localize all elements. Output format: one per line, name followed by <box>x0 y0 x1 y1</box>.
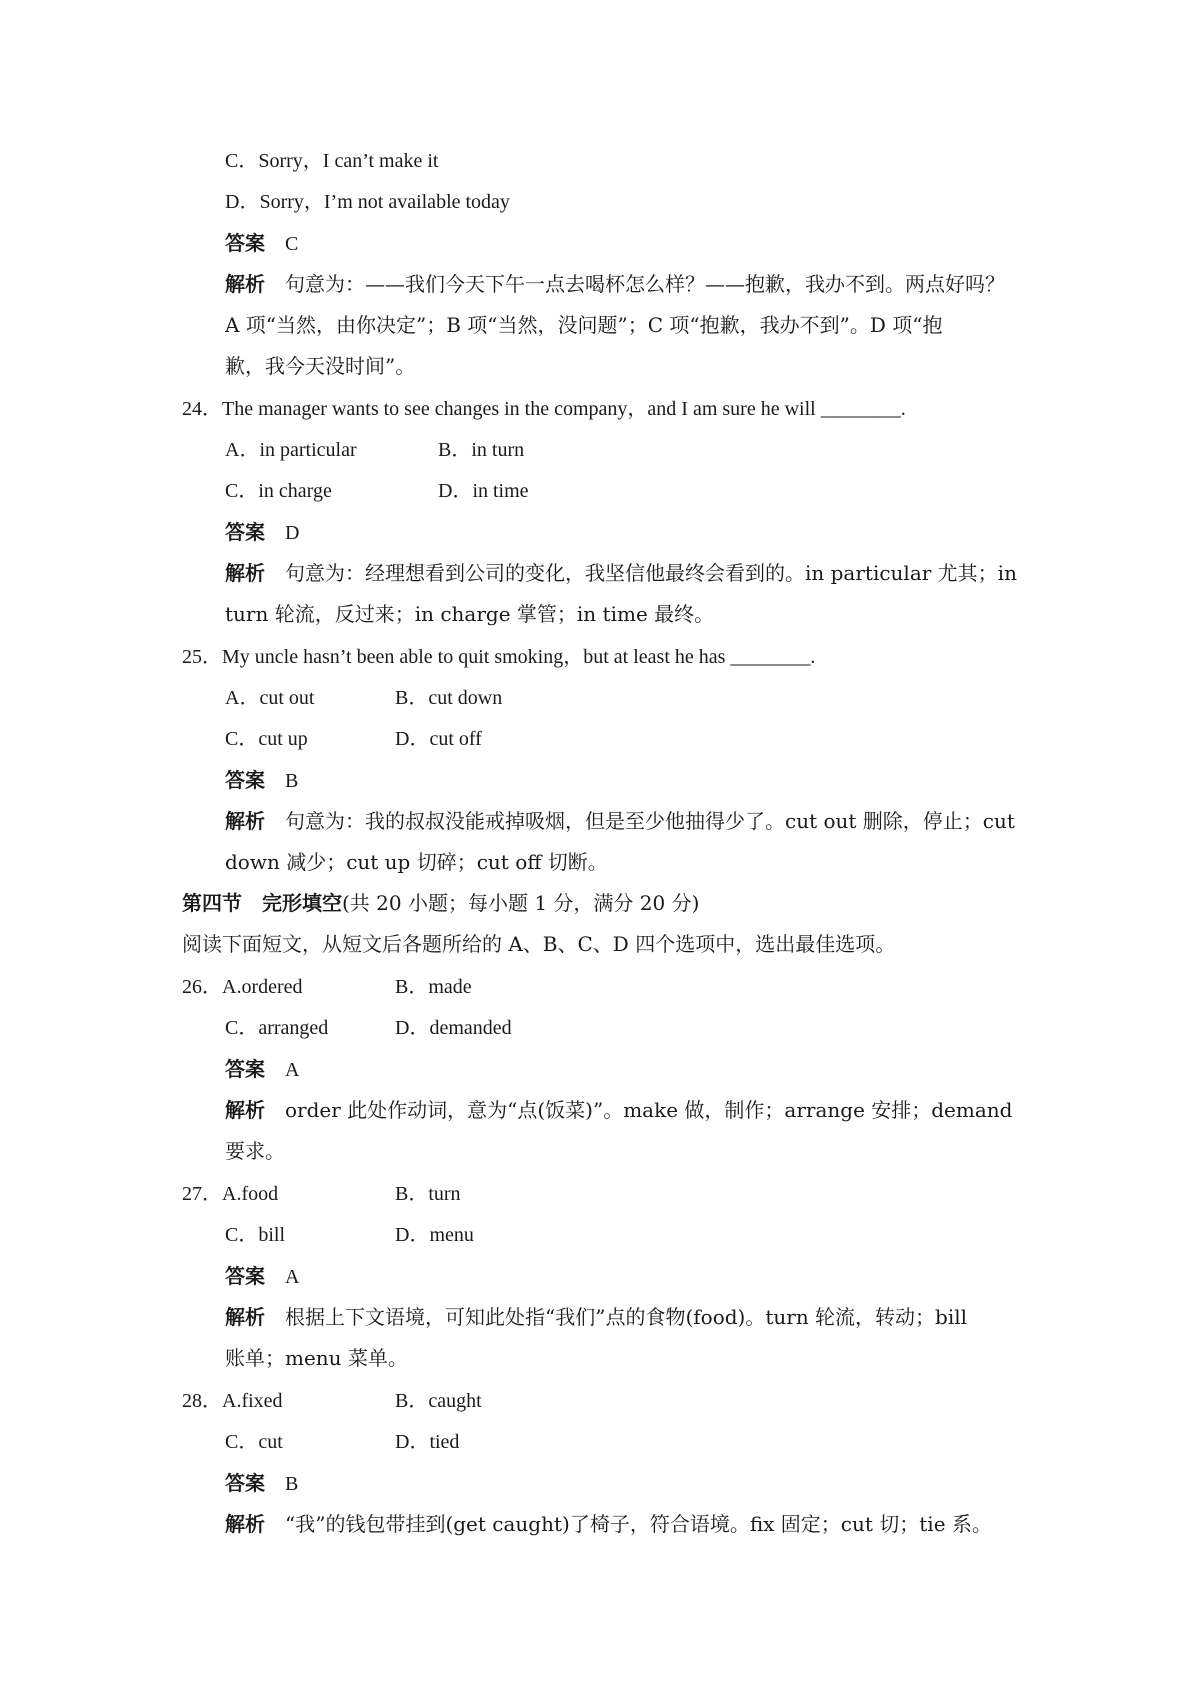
q28-option-d: D．tied <box>395 1431 460 1453</box>
q28-answer <box>225 1470 298 1497</box>
q26-answer <box>225 1056 299 1083</box>
section-title: 第四节 完形填空 <box>182 891 342 915</box>
q27-options-row-2 <box>225 1222 474 1248</box>
q24-answer <box>225 519 299 546</box>
analysis-text: 句意为：我的叔叔没能戒掉吸烟，但是至少他抽得少了。cut out 删除，停止；cut <box>285 809 1015 833</box>
q24-analysis-line-2: turn 轮流，反过来；in charge 掌管；in time 最终。 <box>225 602 715 626</box>
q26-option-a: 26．A.ordered <box>182 976 303 998</box>
analysis-label: 解析 <box>225 1098 265 1122</box>
analysis-text: 句意为：——我们今天下午一点去喝杯怎么样？——抱歉，我办不到。两点好吗？ <box>285 272 1005 296</box>
q28-option-b: B．caught <box>395 1390 482 1412</box>
q24-option-d: D．in time <box>438 480 529 502</box>
q26-option-b: B．made <box>395 976 472 998</box>
answer-label: 答案 <box>225 520 265 544</box>
q27-analysis-line-1 <box>225 1304 967 1330</box>
answer-label: 答案 <box>225 768 265 792</box>
section-instruction: 阅读下面短文，从短文后各题所给的 A、B、C、D 四个选项中，选出最佳选项。 <box>182 932 896 956</box>
q26-options-row-1 <box>182 974 472 1000</box>
section-title-detail: (共 20 小题；每小题 1 分，满分 20 分) <box>342 891 700 915</box>
answer-value: A <box>285 1266 300 1288</box>
q25-analysis-line-1 <box>225 808 1015 834</box>
q25-option-c: C．cut up <box>225 728 308 750</box>
q23-option-d: D．Sorry，I’m not available today <box>225 191 510 213</box>
q23-option-c: C．Sorry，I can’t make it <box>225 150 439 172</box>
analysis-label: 解析 <box>225 1305 265 1329</box>
q27-analysis-line-2: 账单；menu 菜单。 <box>225 1346 408 1370</box>
answer-label: 答案 <box>225 1471 265 1495</box>
q28-options-row-2 <box>225 1429 459 1455</box>
answer-label: 答案 <box>225 1264 265 1288</box>
q23-analysis-line-2: A 项“当然，由你决定”；B 项“当然，没问题”；C 项“抱歉，我办不到”。D 项“抱 <box>225 313 943 337</box>
section-heading <box>182 890 699 916</box>
q25-option-a: A．cut out <box>225 687 315 709</box>
q27-option-c: C．bill <box>225 1224 286 1246</box>
analysis-text: 句意为：经理想看到公司的变化，我坚信他最终会看到的。in particular 尤其；in <box>285 561 1017 585</box>
analysis-text: 根据上下文语境，可知此处指“我们”点的食物(food)。turn 轮流，转动；bill <box>285 1305 968 1329</box>
answer-label: 答案 <box>225 231 265 255</box>
q24-stem: 24．The manager wants to see changes in the company，and I am sure he will ________. <box>182 398 906 420</box>
q27-options-row-1 <box>182 1181 461 1207</box>
q27-answer <box>225 1263 299 1290</box>
q28-analysis-line-1 <box>225 1511 992 1537</box>
q26-option-d: D．demanded <box>395 1017 512 1039</box>
answer-value: D <box>285 522 300 544</box>
analysis-text: “我”的钱包带挂到(get caught)了椅子，符合语境。fix 固定；cut 切；tie 系。 <box>285 1512 992 1536</box>
q25-answer <box>225 767 298 794</box>
q25-options-row-1 <box>225 685 502 711</box>
q28-option-a: 28．A.fixed <box>182 1390 283 1412</box>
answer-value: C <box>285 233 299 255</box>
analysis-text: order 此处作动词，意为“点(饭菜)”。make 做，制作；arrange 安排；demand <box>285 1098 1013 1122</box>
answer-value: B <box>285 1473 299 1495</box>
q26-option-c: C．arranged <box>225 1017 329 1039</box>
q24-option-c: C．in charge <box>225 480 332 502</box>
answer-value: B <box>285 770 299 792</box>
q25-option-d: D．cut off <box>395 728 482 750</box>
q24-option-b: B．in turn <box>438 439 525 461</box>
analysis-label: 解析 <box>225 1512 265 1536</box>
q27-option-a: 27．A.food <box>182 1183 279 1205</box>
q23-analysis-line-1 <box>225 271 1005 297</box>
q24-options-row-2 <box>225 478 529 504</box>
q26-options-row-2 <box>225 1015 512 1041</box>
q23-analysis-line-3: 歉，我今天没时间”。 <box>225 354 416 378</box>
answer-label: 答案 <box>225 1057 265 1081</box>
analysis-label: 解析 <box>225 561 265 585</box>
q26-analysis-line-2: 要求。 <box>225 1139 285 1163</box>
q25-analysis-line-2: down 减少；cut up 切碎；cut off 切断。 <box>225 850 608 874</box>
q26-analysis-line-1 <box>225 1097 1012 1123</box>
q25-options-row-2 <box>225 726 482 752</box>
q28-option-c: C．cut <box>225 1431 283 1453</box>
q23-answer <box>225 230 298 257</box>
q24-analysis-line-1 <box>225 560 1017 586</box>
q27-option-b: B．turn <box>395 1183 461 1205</box>
q25-stem: 25．My uncle hasn’t been able to quit smoking，but at least he has ________. <box>182 646 816 668</box>
analysis-label: 解析 <box>225 272 265 296</box>
analysis-label: 解析 <box>225 809 265 833</box>
q24-option-a: A．in particular <box>225 439 357 461</box>
q25-option-b: B．cut down <box>395 687 503 709</box>
q24-options-row-1 <box>225 437 524 463</box>
q27-option-d: D．menu <box>395 1224 474 1246</box>
q28-options-row-1 <box>182 1388 482 1414</box>
answer-value: A <box>285 1059 300 1081</box>
